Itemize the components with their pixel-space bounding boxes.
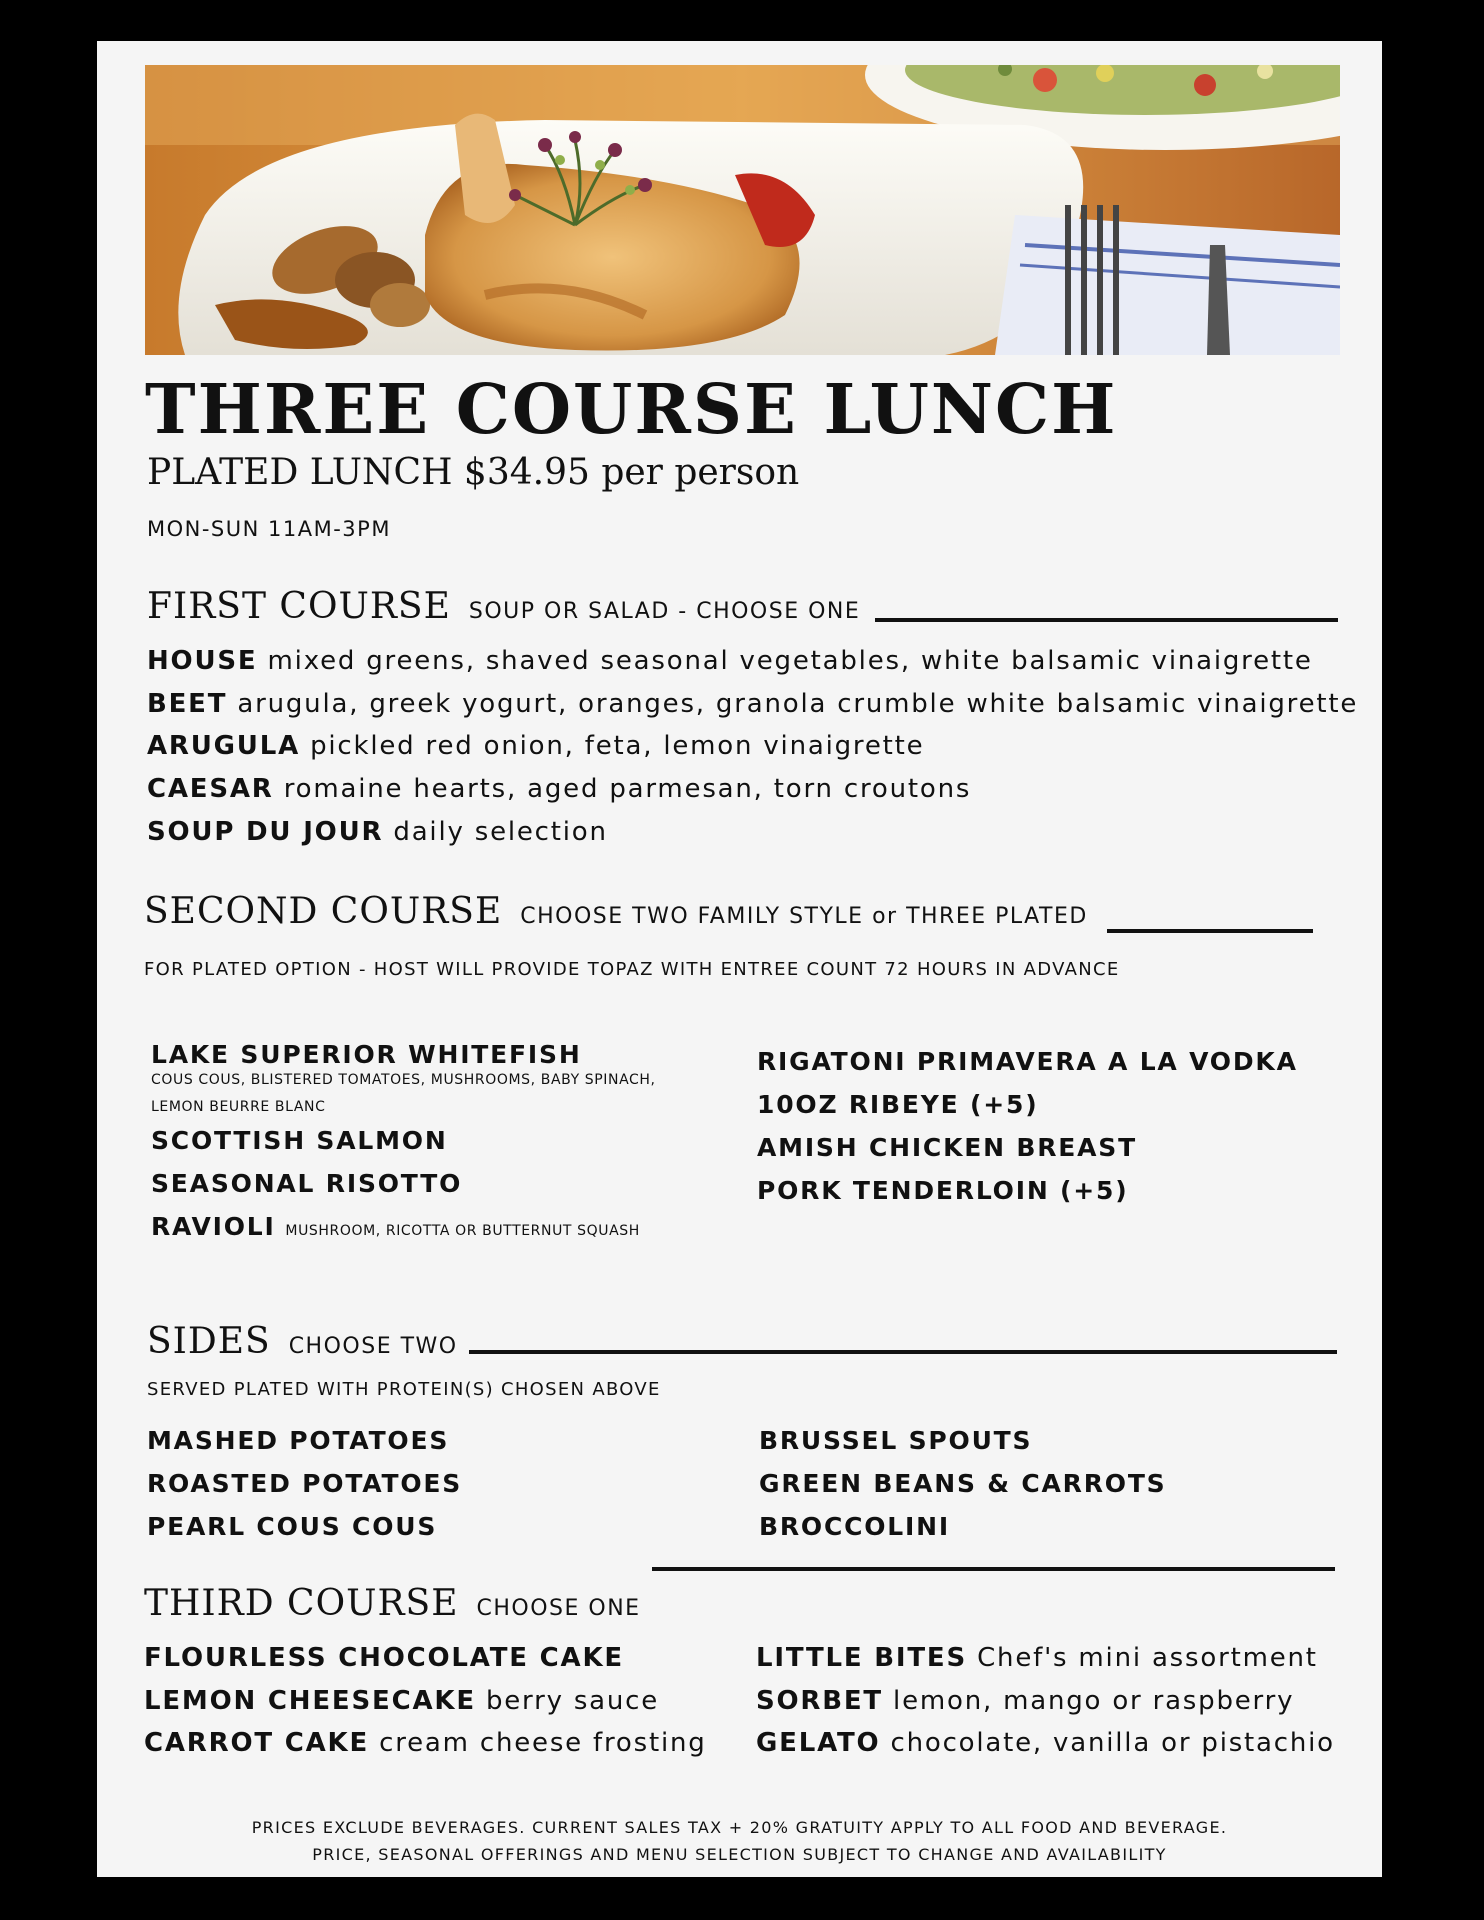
entree-desc-line: COUS COUS, BLISTERED TOMATOES, MUSHROOMS, BABY SPINACH, bbox=[151, 1072, 656, 1088]
sides-rule bbox=[469, 1350, 1337, 1354]
first-course-rule bbox=[875, 618, 1338, 622]
item-name: ARUGULA bbox=[147, 731, 300, 761]
item-name: SORBET bbox=[756, 1686, 883, 1716]
item-name: CAESAR bbox=[147, 774, 274, 804]
second-course-heading bbox=[144, 891, 1088, 932]
item-desc: MUSHROOM, RICOTTA OR BUTTERNUT SQUASH bbox=[285, 1223, 640, 1239]
sides-subnote: SERVED PLATED WITH PROTEIN(S) CHOSEN ABOVE bbox=[147, 1379, 661, 1400]
first-course-item bbox=[147, 819, 608, 845]
sides-note: CHOOSE TWO bbox=[288, 1334, 458, 1359]
first-course-note: SOUP OR SALAD - CHOOSE ONE bbox=[468, 599, 861, 624]
entree-item: AMISH CHICKEN BREAST bbox=[757, 1133, 1137, 1162]
entree-desc bbox=[151, 1067, 656, 1121]
third-course-heading bbox=[144, 1583, 641, 1624]
menu-page bbox=[97, 41, 1382, 1877]
entree-item: 10OZ RIBEYE (+5) bbox=[757, 1090, 1039, 1119]
dessert-item bbox=[144, 1645, 624, 1671]
dessert-item bbox=[144, 1730, 707, 1756]
menu-hours: MON-SUN 11AM-3PM bbox=[147, 517, 391, 541]
entree-item: LAKE SUPERIOR WHITEFISH bbox=[151, 1040, 582, 1069]
second-course-rule bbox=[1107, 929, 1313, 933]
item-desc: chocolate, vanilla or pistachio bbox=[890, 1728, 1335, 1758]
entree-item: SCOTTISH SALMON bbox=[151, 1126, 448, 1155]
third-course-title: THIRD COURSE bbox=[144, 1583, 459, 1624]
dessert-item bbox=[756, 1688, 1294, 1714]
sides-title: SIDES bbox=[147, 1321, 271, 1362]
item-name: SOUP DU JOUR bbox=[147, 817, 384, 847]
side-item: GREEN BEANS & CARROTS bbox=[759, 1469, 1167, 1498]
first-course-item bbox=[147, 776, 971, 802]
plated-chicken-image bbox=[145, 65, 1340, 355]
item-desc: Chef's mini assortment bbox=[977, 1643, 1318, 1673]
second-course-title: SECOND COURSE bbox=[144, 891, 503, 932]
first-course-title: FIRST COURSE bbox=[147, 586, 451, 627]
item-name: LITTLE BITES bbox=[756, 1643, 968, 1673]
item-desc: romaine hearts, aged parmesan, torn croutons bbox=[283, 774, 972, 804]
item-name: GELATO bbox=[756, 1728, 881, 1758]
menu-subtitle-price: PLATED LUNCH $34.95 per person bbox=[147, 452, 800, 493]
entree-item: RIGATONI PRIMAVERA A LA VODKA bbox=[757, 1047, 1298, 1076]
first-course-item bbox=[147, 733, 924, 759]
item-desc: lemon, mango or raspberry bbox=[893, 1686, 1295, 1716]
first-course-heading bbox=[147, 586, 861, 627]
item-name: FLOURLESS CHOCOLATE CAKE bbox=[144, 1643, 624, 1673]
footer-line-2: PRICE, SEASONAL OFFERINGS AND MENU SELECTION SUBJECT TO CHANGE AND AVAILABILITY bbox=[312, 1845, 1167, 1864]
item-desc: cream cheese frosting bbox=[379, 1728, 707, 1758]
item-desc: arugula, greek yogurt, oranges, granola crumble white balsamic vinaigrette bbox=[237, 689, 1359, 719]
item-desc: pickled red onion, feta, lemon vinaigrette bbox=[310, 731, 925, 761]
item-name: BEET bbox=[147, 689, 228, 719]
item-desc: daily selection bbox=[393, 817, 608, 847]
item-desc: mixed greens, shaved seasonal vegetables, white balsamic vinaigrette bbox=[267, 646, 1313, 676]
third-course-rule bbox=[652, 1567, 1335, 1571]
item-desc: berry sauce bbox=[485, 1686, 660, 1716]
side-item: ROASTED POTATOES bbox=[147, 1469, 463, 1498]
third-course-note: CHOOSE ONE bbox=[476, 1596, 641, 1621]
first-course-item bbox=[147, 691, 1358, 717]
hero-food-photo bbox=[145, 65, 1340, 355]
first-course-item bbox=[147, 648, 1313, 674]
footer-line-1: PRICES EXCLUDE BEVERAGES. CURRENT SALES TAX + 20% GRATUITY APPLY TO ALL FOOD AND BEVERAGE. bbox=[251, 1818, 1228, 1837]
item-name: HOUSE bbox=[147, 646, 258, 676]
menu-title: THREE COURSE LUNCH bbox=[145, 370, 1118, 450]
item-name: RAVIOLI bbox=[151, 1212, 276, 1241]
item-name: CARROT CAKE bbox=[144, 1728, 370, 1758]
dessert-item bbox=[756, 1645, 1318, 1671]
entree-item: SEASONAL RISOTTO bbox=[151, 1169, 463, 1198]
side-item: MASHED POTATOES bbox=[147, 1426, 450, 1455]
second-course-subnote: FOR PLATED OPTION - HOST WILL PROVIDE TOPAZ WITH ENTREE COUNT 72 HOURS IN ADVANCE bbox=[144, 959, 1120, 980]
entree-item bbox=[151, 1214, 640, 1239]
dessert-item bbox=[756, 1730, 1335, 1756]
entree-desc-line: LEMON BEURRE BLANC bbox=[151, 1099, 326, 1115]
sides-heading bbox=[147, 1321, 458, 1362]
dessert-item bbox=[144, 1688, 659, 1714]
side-item: PEARL COUS COUS bbox=[147, 1512, 438, 1541]
entree-item: PORK TENDERLOIN (+5) bbox=[757, 1176, 1129, 1205]
side-item: BRUSSEL SPOUTS bbox=[759, 1426, 1033, 1455]
side-item: BROCCOLINI bbox=[759, 1512, 950, 1541]
item-name: LEMON CHEESECAKE bbox=[144, 1686, 476, 1716]
second-course-note: CHOOSE TWO FAMILY STYLE or THREE PLATED bbox=[520, 904, 1088, 929]
